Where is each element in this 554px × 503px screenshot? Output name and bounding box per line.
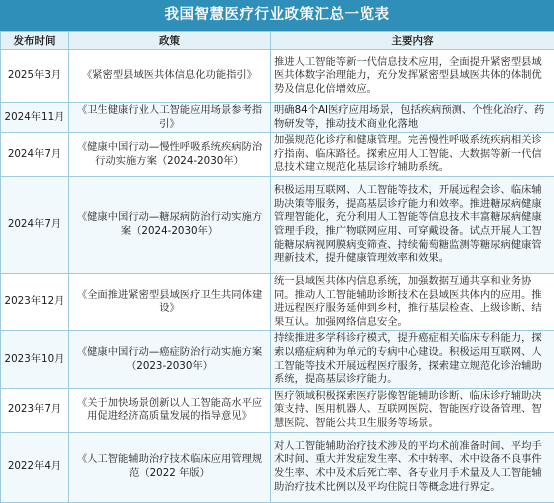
table-title: 我国智慧医疗行业政策汇总一览表 <box>0 0 554 31</box>
row-date: 2025年3月 <box>1 50 69 103</box>
row-policy: 《健康中国行动—糖尿病防治行动实施方案（2024-2030年） <box>69 176 271 273</box>
table-row <box>1 103 554 133</box>
row-policy: 《关于加快场景创新以人工智能高水平应用促进经济高质量发展的指导意见》 <box>69 388 271 432</box>
row-date: 2023年10月 <box>1 331 69 388</box>
row-date: 2023年7月 <box>1 388 69 432</box>
row-policy: 《健康中国行动—癌症防治行动实施方案（2023-2030年） <box>69 331 271 388</box>
row-policy: 《卫生健康行业人工智能应用场景参考指引》 <box>69 103 271 133</box>
table-row <box>1 50 554 103</box>
header-content: 主要内容 <box>271 32 554 50</box>
row-date: 2024年7月 <box>1 176 69 273</box>
row-content: 统一县域医共体内信息系统，加强数据互通共享和业务协同。推动人工智能辅助诊断技术在县域医共体内的应用。推进远程医疗服务延伸到乡村，推行基层检查、上级诊断、结果互认。加强网络信息安全。 <box>271 273 554 330</box>
row-policy: 《全面推进紧密型县域医疗卫生共同体建设》 <box>69 273 271 330</box>
table-row <box>1 176 554 273</box>
row-policy: 《人工智能辅助治疗技术临床应用管理规范（2022 年版） <box>69 432 271 502</box>
header-policy: 政策 <box>69 32 271 50</box>
row-policy: 《紧密型县域医共体信息化功能指引》 <box>69 50 271 103</box>
row-policy: 《健康中国行动—慢性呼吸系统疾病防治行动实施方案（2024-2030年） <box>69 133 271 177</box>
table-row <box>1 273 554 330</box>
row-content: 持续推进多学科诊疗模式，提升癌症相关临床专科能力，探索以癌症病种为单元的专病中心建设。积极运用互联网、人工智能等技术开展远程医疗服务，探索建立规范化诊治辅助系统，提高基层诊疗能力。 <box>271 331 554 388</box>
row-date: 2022年4月 <box>1 432 69 502</box>
row-content: 积极运用互联网、人工智能等技术，开展远程会诊、临床辅助决策等服务，提高基层诊疗能力和效率。推进糖尿病健康管理智能化，充分利用人工智能等信息技术丰富糖尿病健康管理手段，推广物联网应用、可穿戴设备。试点开展人工智能糖尿病视网膜病变筛查、持续葡萄糖监测等糖尿病健康管理新技术，提升健康管理效率和效果。 <box>271 176 554 273</box>
table-row <box>1 388 554 432</box>
table-row <box>1 331 554 388</box>
header-date: 发布时间 <box>1 32 69 50</box>
row-content: 加强规范化诊疗和健康管理。完善慢性呼吸系统疾病相关诊疗指南、临床路径。探索应用人工智能、大数据等新一代信息技术建立规范化基层诊疗辅助系统。 <box>271 133 554 177</box>
table-row <box>1 133 554 177</box>
table-row <box>1 432 554 502</box>
policy-table <box>0 31 554 503</box>
header-row <box>1 32 554 50</box>
row-content: 医疗领域积极探索医疗影像智能辅助诊断、临床诊疗辅助决策支持、医用机器人、互联网医院、智能医疗设备管理、智慧医院、智能公共卫生服务等场景。 <box>271 388 554 432</box>
row-content: 推进人工智能等新一代信息技术应用，全面提升紧密型县域医共体数字治理能力，充分发挥紧密型县域医共体的体制优势及信息化倍增效应。 <box>271 50 554 103</box>
row-content: 对人工智能辅助治疗技术涉及的平均术前准备时间、平均手术时间、重大并发症发生率、术中转率、术中设备不良事件发生率、术中及术后死亡率、各专业月手术量及人工智能辅助治疗技术比例以及平均住院日等概念进行界定。 <box>271 432 554 502</box>
row-content: 明确84个AI医疗应用场景，包括疾病预测、个性化治疗、药物研发等，推动技术商业化落地 <box>271 103 554 133</box>
row-date: 2024年7月 <box>1 133 69 177</box>
row-date: 2024年11月 <box>1 103 69 133</box>
row-date: 2023年12月 <box>1 273 69 330</box>
